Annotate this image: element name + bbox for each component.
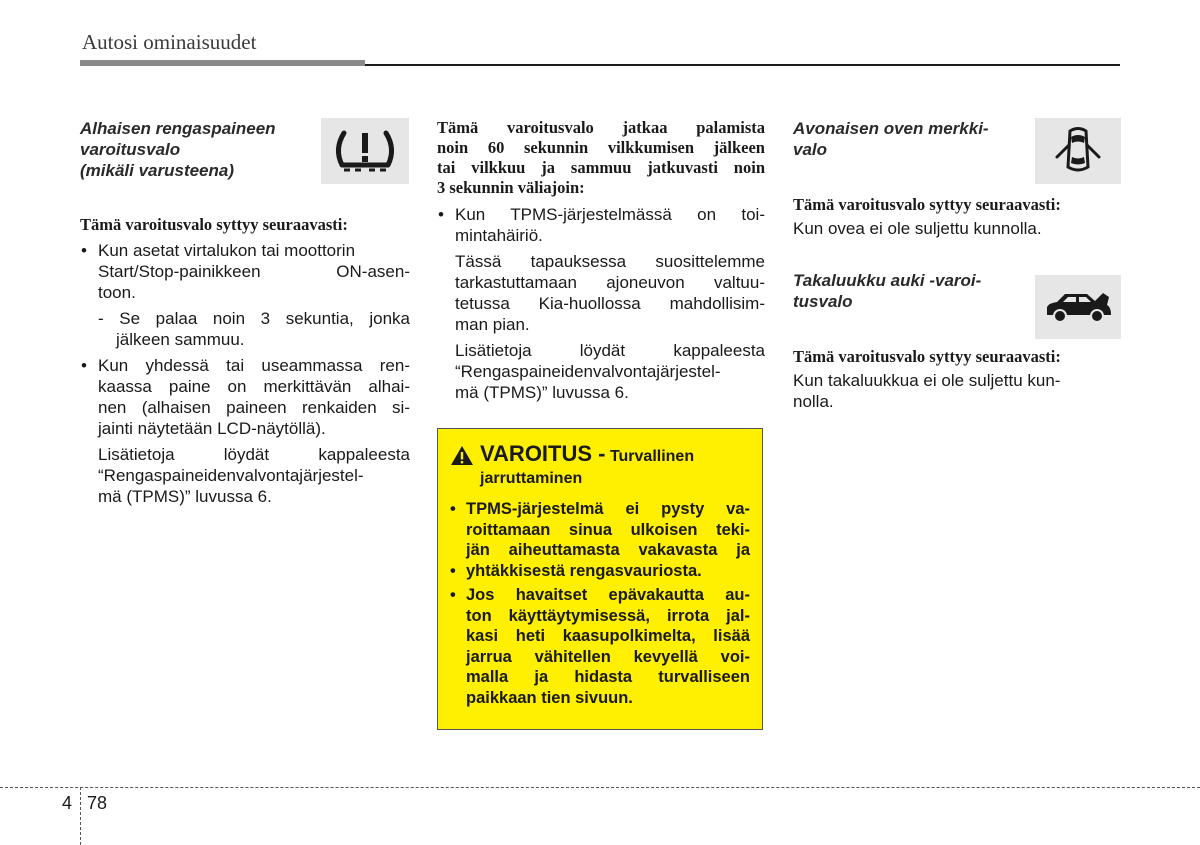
footer-divider bbox=[80, 787, 81, 845]
list-item: • Kun TPMS-järjestelmässä on toi- bbox=[437, 204, 765, 225]
column-tire-pressure: Alhaisen rengaspaineen varoitusvalo (mikäli varusteena) Tämä varoitusvalo syttyy seuraavasti: • Kun asetat virtalukon tai moottorin Start/Stop-painikkeen ON-asen- toon. - Se palaa noin 3 sekuntia, jonka jälkeen sammuu. • Kun yhdessä tai useammassa ren- kaassa paine on merkittävän alhai- nen (alhaisen paineen renkaiden si- jainti näytetään LCD-näytöllä). Lisätietoja löydät kappaleesta “Rengaspaineidenvalvontajärjestel- mä (TPMS)” luvussa 6. bbox=[80, 118, 410, 507]
warning-triangle-icon bbox=[450, 445, 474, 473]
warning-title: VAROITUS - Turvallinen jarruttaminen bbox=[450, 443, 750, 490]
more-info: Lisätietoja löydät kappaleesta “Rengaspaineidenvalvontajärjestel- mä (TPMS)” luvussa 6. bbox=[98, 445, 410, 506]
warning-box: VAROITUS - Turvallinen jarruttaminen • TPMS-järjestelmä ei pysty va- roittamaan sinua ulkoisen teki- jän aiheuttamasta vakavasta ja • yhtäkkisestä rengasvauriosta. • Jos havaitset epävakautta au- ton käyttäytymisessä, irrota jal- kasi heti kaasupolkimelta, lisää jarrua vähitellen kevyellä voi- malla ja hidasta turvalliseen paikkaan tien sivuun. bbox=[437, 428, 763, 730]
paragraph: Tässä tapauksessa suosittelemme tarkastuttamaan ajoneuvon valtuu- tetussa Kia-huollossa mahdollisim- bbox=[455, 252, 765, 313]
lead-text: Tämä varoitusvalo syttyy seuraavasti: bbox=[793, 347, 1061, 366]
list-item: • Kun asetat virtalukon tai moottorin Start/Stop-painikkeen ON-asen- toon. bbox=[80, 240, 410, 303]
section-title-tire-pressure: Alhaisen rengaspaineen varoitusvalo (mikäli varusteena) bbox=[80, 119, 276, 180]
tire-pressure-icon bbox=[321, 118, 409, 184]
section-title-open-trunk: Takaluukku auki -varoi- tusvalo bbox=[793, 271, 982, 311]
header-title: Autosi ominaisuudet bbox=[82, 30, 257, 54]
lead-text: Tämä varoitusvalo syttyy seuraavasti: bbox=[793, 195, 1061, 214]
more-info: Lisätietoja löydät kappaleesta “Rengaspaineidenvalvontajärjestel- mä (TPMS)” luvussa 6. bbox=[455, 341, 765, 402]
lead-text: Tämä varoitusvalo syttyy seuraavasti: bbox=[80, 215, 348, 234]
column-door-trunk bbox=[793, 118, 1121, 412]
list-item: • Kun yhdessä tai useammassa ren- kaassa paine on merkittävän alhai- nen (alhaisen paineen renkaiden si- bbox=[80, 355, 410, 418]
column-tpms-malfunction: Tämä varoitusvalo jatkaa palamista noin 60 sekunnin vilkkumisen jälkeen tai vilkkuu ja sammuu jatkuvasti noin 3 sekunnin väliajoin: • Kun TPMS-järjestelmässä on toi- mintahäiriö. Tässä tapauksessa suosittelemme tarkastuttamaan ajoneuvon valtuu- tetussa Kia-huollossa mahdollisim- man pian. Lisätietoja löydät kappaleesta “Rengaspaineidenvalvontajärjestel- mä (TPMS)” luvussa 6. bbox=[437, 118, 765, 403]
open-door-car-icon bbox=[1035, 118, 1121, 184]
page-number: 78 bbox=[87, 793, 108, 813]
warning-item: • TPMS-järjestelmä ei pysty va- roittamaan sinua ulkoisen teki- jän aiheuttamasta vakavasta ja bbox=[450, 499, 750, 561]
section-title-open-door: Avonaisen oven merkki- valo bbox=[793, 119, 989, 159]
chapter-number: 4 bbox=[62, 793, 73, 813]
header-rule-thin bbox=[365, 64, 1120, 66]
open-trunk-car-icon bbox=[1035, 275, 1121, 339]
door-description: Kun ovea ei ole suljettu kunnolla. bbox=[793, 219, 1042, 238]
trunk-description: Kun takaluukkua ei ole suljettu kun- nolla. bbox=[793, 371, 1061, 411]
sub-item: - Se palaa noin 3 sekuntia, jonka bbox=[98, 309, 410, 328]
footer-rule bbox=[0, 787, 1200, 788]
header-rule-thick bbox=[80, 60, 365, 66]
lead-text: Tämä varoitusvalo jatkaa palamista noin 60 sekunnin vilkkumisen jälkeen tai vilkkuu ja sammuu jatkuvasti noin bbox=[437, 118, 765, 177]
warning-item: • Jos havaitset epävakautta au- ton käyttäytymisessä, irrota jal- kasi heti kaasupolkimelta, lisää jarrua vähitellen kevyellä voi- malla ja hidasta turvalliseen bbox=[450, 585, 750, 688]
